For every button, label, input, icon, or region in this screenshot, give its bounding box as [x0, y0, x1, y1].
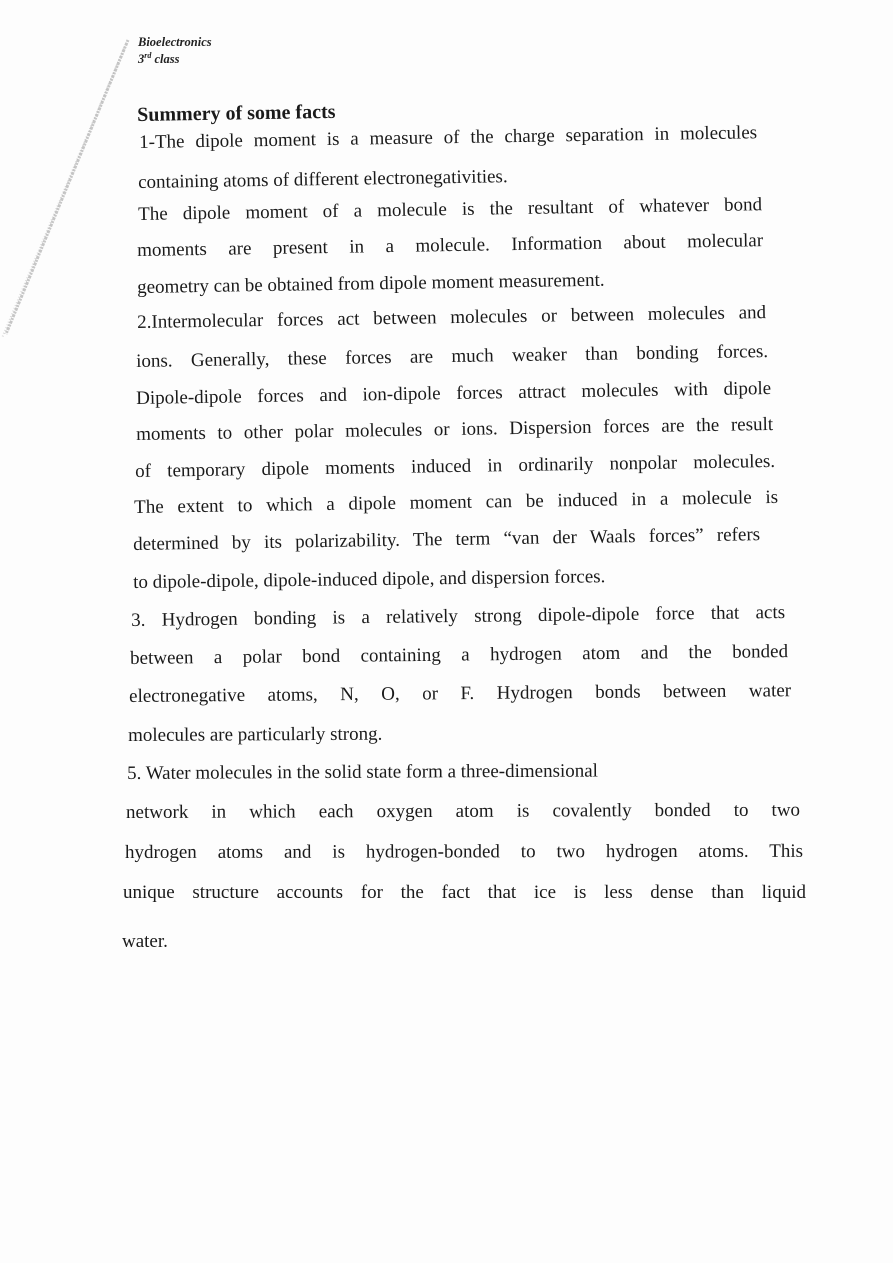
- text-line: unique structure accounts for the fact that ice is less dense than liquid: [123, 882, 806, 903]
- text-line: to dipole-dipole, dipole-induced dipole, and dispersion forces.: [133, 566, 606, 593]
- text-line: 2.Intermolecular forces act between molecules or between molecules and: [137, 302, 767, 333]
- class-number: 3: [138, 52, 145, 66]
- text-line: hydrogen atoms and is hydrogen-bonded to two hydrogen atoms. This: [125, 840, 804, 863]
- document-header: [138, 34, 212, 68]
- text-line: The extent to which a dipole moment can be induced in a molecule is: [134, 486, 779, 518]
- text-line: electronegative atoms, N, O, or F. Hydrogen bonds between water: [129, 680, 792, 707]
- text-line: moments are present in a molecule. Information about molecular: [137, 230, 764, 261]
- text-line: 5. Water molecules in the solid state form a three-dimensional: [127, 760, 598, 784]
- text-line: containing atoms of different electronegativities.: [138, 166, 508, 193]
- class-suffix: rd: [144, 50, 152, 60]
- text-line: water.: [122, 931, 168, 952]
- class-word: class: [154, 52, 180, 66]
- text-line: ions. Generally, these forces are much weaker than bonding forces.: [136, 341, 769, 372]
- page-title: Summery of some facts: [137, 100, 336, 126]
- text-line: molecules are particularly strong.: [128, 723, 383, 746]
- text-line: between a polar bond containing a hydrogen atom and the bonded: [130, 641, 789, 669]
- text-line: moments to other polar molecules or ions. Dispersion forces are the result: [136, 413, 774, 445]
- text-line: Dipole-dipole forces and ion-dipole forces attract molecules with dipole: [136, 378, 772, 409]
- text-line: network in which each oxygen atom is covalently bonded to two: [126, 799, 801, 823]
- text-line: geometry can be obtained from dipole moment measurement.: [137, 269, 605, 298]
- course-name: Bioelectronics: [138, 35, 212, 49]
- class-label: [138, 51, 212, 68]
- text-line: 1-The dipole moment is a measure of the charge separation in molecules: [139, 122, 758, 153]
- text-line: determined by its polarizability. The term “van der Waals forces” refers: [133, 524, 761, 555]
- scan-artifact: [0, 38, 140, 338]
- text-line: The dipole moment of a molecule is the resultant of whatever bond: [138, 194, 763, 225]
- text-line: of temporary dipole moments induced in ordinarily nonpolar molecules.: [135, 450, 776, 482]
- text-line: 3. Hydrogen bonding is a relatively strong dipole-dipole force that acts: [131, 602, 786, 631]
